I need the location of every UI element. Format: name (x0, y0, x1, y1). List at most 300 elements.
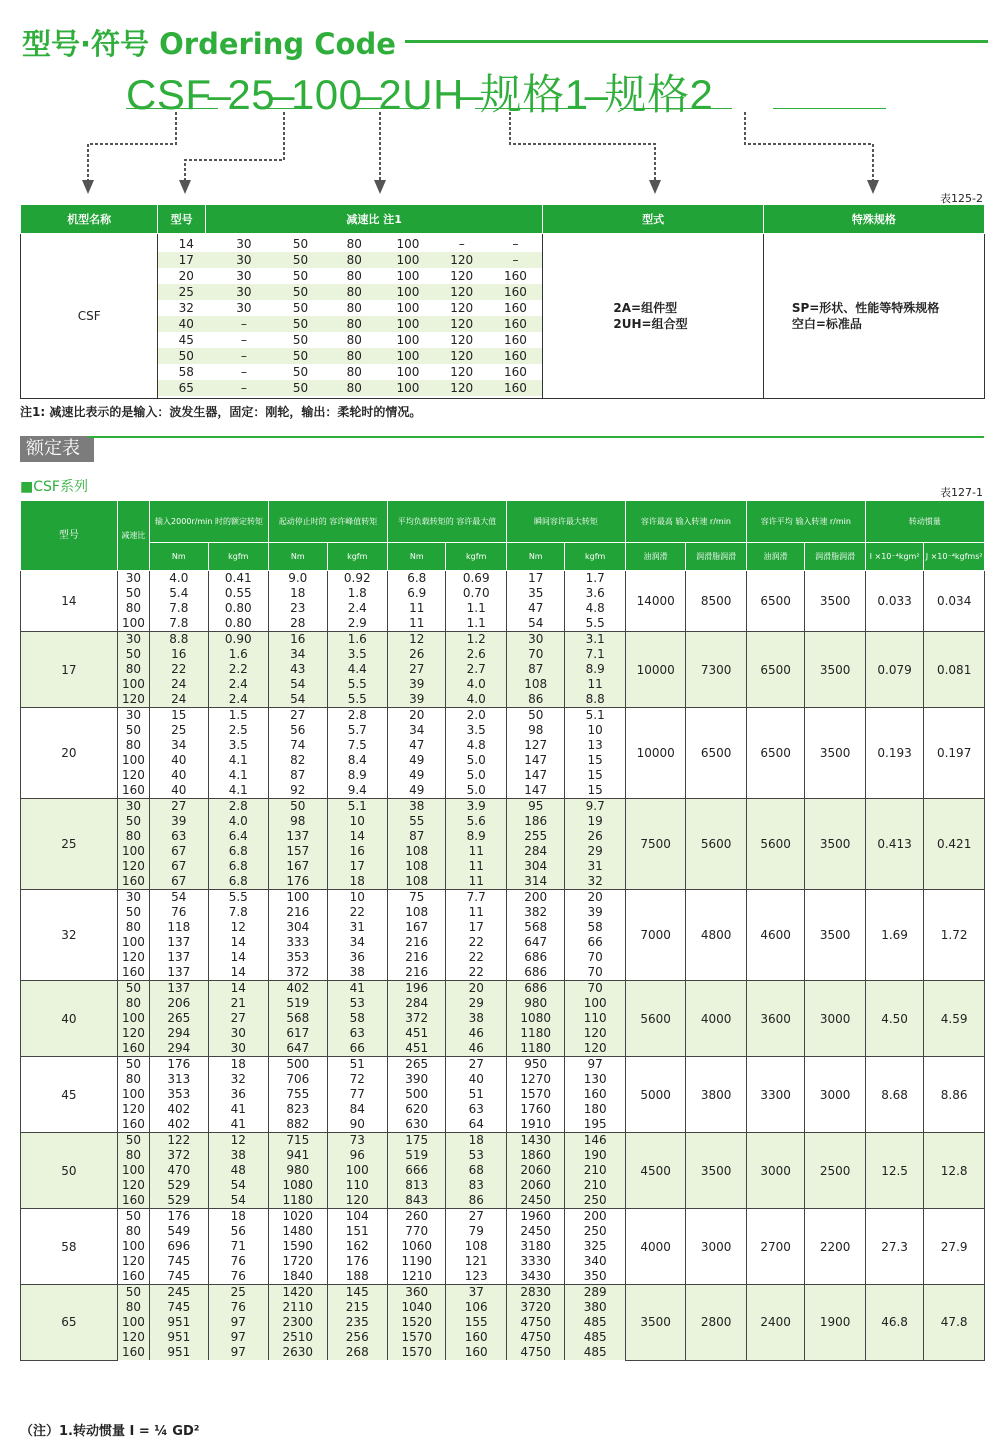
value-cell: 137 (150, 965, 208, 981)
spec-cell: 14000 (625, 571, 685, 632)
value-cell: 95 (506, 799, 564, 815)
value-cell: 18 (327, 874, 388, 890)
section-title: 额定表 (20, 436, 94, 462)
value-cell: 372 (150, 1148, 208, 1163)
value-cell: 100 (117, 1087, 149, 1102)
value-cell: 2630 (269, 1345, 327, 1360)
value-cell: 87 (388, 829, 446, 844)
value-cell: 402 (150, 1117, 208, 1133)
value-cell: 314 (506, 874, 564, 890)
rating-table (20, 500, 985, 1361)
value-cell: 41 (327, 981, 388, 997)
value-cell: 147 (506, 753, 564, 768)
h-avg-speed: 容许平均 输入转速 r/min (746, 501, 865, 543)
value-cell: 2.4 (208, 692, 269, 708)
value-cell: 216 (388, 965, 446, 981)
value-cell: 36 (327, 950, 388, 965)
value-cell: 49 (388, 783, 446, 799)
value-cell: 706 (269, 1072, 327, 1087)
value-cell: 4750 (506, 1330, 564, 1345)
value-cell: 256 (327, 1330, 388, 1345)
table-row (158, 284, 542, 300)
h-momentary-torque: 瞬间容许最大转矩 (506, 501, 625, 543)
value-cell: 265 (388, 1057, 446, 1073)
value-cell: 5.5 (208, 890, 269, 906)
ratio-cell: 100 (381, 284, 435, 300)
value-cell: 4750 (506, 1315, 564, 1330)
ratio-cell: 58 (178, 365, 194, 379)
value-cell: 950 (506, 1057, 564, 1073)
value-cell: 745 (150, 1254, 208, 1269)
value-cell: 2.4 (327, 601, 388, 616)
value-cell: 980 (269, 1163, 327, 1178)
value-cell: 5.4 (150, 586, 208, 601)
code-separator: – (207, 71, 232, 118)
value-cell: 18 (269, 586, 327, 601)
model-name-cell: CSF (21, 234, 158, 399)
value-cell: 1840 (269, 1269, 327, 1285)
spec-cell: 3500 (805, 632, 865, 708)
value-cell: 160 (117, 1345, 149, 1360)
value-cell: 20 (388, 708, 446, 724)
value-cell: 54 (150, 890, 208, 906)
value-cell: 87 (269, 768, 327, 783)
value-cell: 1570 (388, 1345, 446, 1360)
spec-cell: 7000 (625, 890, 685, 981)
ratio-cell: – (458, 237, 465, 251)
value-cell: 210 (565, 1178, 625, 1193)
value-cell: 11 (446, 905, 507, 920)
spec-cell: 7500 (625, 799, 685, 890)
value-cell: 500 (388, 1087, 446, 1102)
model-cell: 58 (21, 1209, 118, 1285)
value-cell: 50 (117, 586, 149, 601)
value-cell: 4.4 (327, 662, 388, 677)
value-cell: 160 (117, 783, 149, 799)
value-cell: 2.8 (208, 799, 269, 815)
value-cell: 353 (269, 950, 327, 965)
value-cell: 9.4 (327, 783, 388, 799)
value-cell: 1080 (269, 1178, 327, 1193)
value-cell: 167 (388, 920, 446, 935)
value-cell: 130 (565, 1072, 625, 1087)
value-cell: 160 (117, 1269, 149, 1285)
value-cell: 5.5 (327, 692, 388, 708)
ratio-cell: 50 (274, 316, 328, 332)
ratio-cell: 100 (396, 269, 420, 283)
value-cell: 390 (388, 1072, 446, 1087)
value-cell: 38 (446, 1011, 507, 1026)
h-unit: kgfm (208, 543, 269, 571)
value-cell: 519 (269, 996, 327, 1011)
value-cell: 1420 (269, 1285, 327, 1301)
value-cell: 529 (150, 1193, 208, 1209)
spec-cell: 4600 (746, 890, 804, 981)
special-cell: SP=形状、性能等特殊规格 空白=标准品 (763, 234, 984, 399)
spec-cell: 6500 (746, 708, 804, 799)
value-cell: 120 (117, 1178, 149, 1193)
value-cell: 54 (208, 1193, 269, 1209)
value-cell: 770 (388, 1224, 446, 1239)
value-cell: 76 (150, 905, 208, 920)
value-cell: 137 (150, 981, 208, 997)
value-cell: 195 (565, 1117, 625, 1133)
spec-cell: 3300 (746, 1057, 804, 1133)
spec-cell: 1900 (805, 1285, 865, 1361)
value-cell: 1.6 (327, 632, 388, 648)
value-cell: 186 (506, 814, 564, 829)
value-cell: 0.41 (208, 571, 269, 587)
value-cell: 11 (388, 601, 446, 616)
value-cell: 5.0 (446, 753, 507, 768)
spec-cell: 6500 (686, 708, 746, 799)
spec-cell: 3000 (805, 1057, 865, 1133)
value-cell: 7.7 (446, 890, 507, 906)
model-cell: 65 (21, 1285, 118, 1361)
value-cell: 38 (327, 965, 388, 981)
value-cell: 823 (269, 1102, 327, 1117)
value-cell: 97 (208, 1345, 269, 1360)
value-cell: 70 (506, 647, 564, 662)
value-cell: 137 (150, 935, 208, 950)
value-cell: 58 (565, 920, 625, 935)
value-cell: 97 (208, 1315, 269, 1330)
h-max-speed: 容许最高 输入转速 r/min (625, 501, 746, 543)
spec-cell: 4000 (625, 1209, 685, 1285)
value-cell: 30 (117, 571, 149, 587)
value-cell: 18 (446, 1133, 507, 1149)
value-cell: 17 (327, 859, 388, 874)
value-cell: 951 (150, 1315, 208, 1330)
spec-cell: 27.3 (865, 1209, 923, 1285)
value-cell: 46 (446, 1041, 507, 1057)
value-cell: 1020 (269, 1209, 327, 1225)
value-cell: 80 (117, 601, 149, 616)
value-cell: 8.8 (565, 692, 625, 708)
value-cell: 55 (388, 814, 446, 829)
ratio-cell: – (214, 316, 274, 332)
value-cell: 26 (565, 829, 625, 844)
value-cell: 120 (327, 1193, 388, 1209)
value-cell: 32 (565, 874, 625, 890)
value-cell: 6.9 (388, 586, 446, 601)
value-cell: 120 (565, 1041, 625, 1057)
value-cell: 12 (388, 632, 446, 648)
ratio-cell: 120 (450, 365, 474, 379)
value-cell: 4.0 (446, 677, 507, 692)
h-unit: Nm (150, 543, 208, 571)
value-cell: 22 (327, 905, 388, 920)
code-part: 规格1 (479, 71, 589, 118)
h-unit: I ×10⁻⁴kgm² (865, 543, 923, 571)
value-cell: 1.7 (565, 571, 625, 587)
value-cell: 37 (446, 1285, 507, 1301)
value-cell: 1760 (506, 1102, 564, 1117)
value-cell: 84 (327, 1102, 388, 1117)
value-cell: 160 (565, 1087, 625, 1102)
value-cell: 80 (117, 920, 149, 935)
code-part: CSF (126, 71, 212, 118)
value-cell: 137 (150, 950, 208, 965)
value-cell: 745 (150, 1300, 208, 1315)
value-cell: 100 (269, 890, 327, 906)
table-number-2: 表127-1 (940, 486, 983, 499)
value-cell: 260 (388, 1209, 446, 1225)
value-cell: 72 (327, 1072, 388, 1087)
value-cell: 25 (208, 1285, 269, 1301)
value-cell: 350 (565, 1269, 625, 1285)
value-cell: 0.80 (208, 616, 269, 632)
h-unit: Nm (506, 543, 564, 571)
value-cell: 15 (565, 753, 625, 768)
spec-cell: 12.8 (924, 1133, 985, 1209)
table-row (21, 708, 985, 724)
table-row (158, 380, 542, 396)
value-cell: 70 (565, 965, 625, 981)
code-underline (773, 108, 886, 109)
value-cell: 22 (150, 662, 208, 677)
table-row (158, 348, 542, 364)
value-cell: 372 (388, 1011, 446, 1026)
ratio-cell: 100 (396, 301, 420, 315)
value-cell: 34 (269, 647, 327, 662)
value-cell: 40 (150, 753, 208, 768)
spec-cell: 6500 (746, 632, 804, 708)
spec-cell: 3500 (625, 1285, 685, 1361)
value-cell: 63 (327, 1026, 388, 1041)
value-cell: 15 (565, 768, 625, 783)
value-cell: 2300 (269, 1315, 327, 1330)
value-cell: 1910 (506, 1117, 564, 1133)
ratio-cell: 50 (274, 380, 328, 396)
value-cell: 340 (565, 1254, 625, 1269)
value-cell: 451 (388, 1041, 446, 1057)
ratio-cell: 120 (435, 348, 489, 364)
col-ratio: 减速比 注1 (205, 205, 543, 234)
value-cell: 4.1 (208, 783, 269, 799)
value-cell: 120 (117, 692, 149, 708)
code-separator: – (358, 71, 383, 118)
ratio-cell: 80 (346, 301, 362, 315)
model-cell: 50 (21, 1133, 118, 1209)
ratio-cell: 120 (450, 333, 474, 347)
value-cell: 294 (150, 1026, 208, 1041)
value-cell: 1.2 (446, 632, 507, 648)
value-cell: 715 (269, 1133, 327, 1149)
value-cell: 80 (117, 1224, 149, 1239)
value-cell: 0.70 (446, 586, 507, 601)
value-cell: 265 (150, 1011, 208, 1026)
value-cell: 53 (327, 996, 388, 1011)
value-cell: 284 (506, 844, 564, 859)
value-cell: 1.1 (446, 601, 507, 616)
value-cell: 49 (388, 768, 446, 783)
value-cell: 250 (565, 1193, 625, 1209)
value-cell: 80 (117, 1300, 149, 1315)
value-cell: 68 (446, 1163, 507, 1178)
value-cell: 175 (388, 1133, 446, 1149)
spec-cell: 2200 (805, 1209, 865, 1285)
footer-note: （注）1.转动惯量 I = ¼ GD² (20, 1424, 200, 1439)
value-cell: 70 (565, 981, 625, 997)
spec-cell: 3600 (746, 981, 804, 1057)
value-cell: 100 (117, 677, 149, 692)
value-cell: 80 (117, 996, 149, 1011)
spec-cell: 2800 (686, 1285, 746, 1361)
value-cell: 5.7 (327, 723, 388, 738)
value-cell: 27 (388, 662, 446, 677)
page-title: 型号·符号 Ordering Code (22, 27, 396, 61)
value-cell: 200 (506, 890, 564, 906)
value-cell: 63 (150, 829, 208, 844)
value-cell: 67 (150, 844, 208, 859)
ratio-cell: 30 (214, 252, 274, 268)
value-cell: 284 (388, 996, 446, 1011)
ratio-grid (158, 236, 542, 396)
value-cell: 745 (150, 1269, 208, 1285)
ratio-cell: 100 (381, 348, 435, 364)
value-cell: 1180 (269, 1193, 327, 1209)
value-cell: 8.4 (327, 753, 388, 768)
value-cell: 86 (446, 1193, 507, 1209)
value-cell: 620 (388, 1102, 446, 1117)
ratio-cell: – (489, 252, 543, 268)
value-cell: 27 (446, 1209, 507, 1225)
value-cell: 5.6 (446, 814, 507, 829)
value-cell: 235 (327, 1315, 388, 1330)
value-cell: 0.92 (327, 571, 388, 587)
value-cell: 3.5 (208, 738, 269, 753)
value-cell: 147 (506, 783, 564, 799)
value-cell: 100 (117, 1011, 149, 1026)
ratio-cell: 80 (346, 269, 362, 283)
value-cell: 755 (269, 1087, 327, 1102)
spec-cell: 4000 (686, 981, 746, 1057)
ratio-cell: 120 (435, 380, 489, 396)
ratio-cell: 50 (292, 333, 309, 347)
value-cell: 30 (208, 1041, 269, 1057)
value-cell: 50 (117, 905, 149, 920)
value-cell: 4.8 (565, 601, 625, 616)
value-cell: 12 (208, 920, 269, 935)
value-cell: 5.0 (446, 768, 507, 783)
value-cell: 951 (150, 1330, 208, 1345)
value-cell: 529 (150, 1178, 208, 1193)
value-cell: 1480 (269, 1224, 327, 1239)
value-cell: 206 (150, 996, 208, 1011)
value-cell: 50 (269, 799, 327, 815)
value-cell: 15 (565, 783, 625, 799)
ratio-cell: 40 (158, 316, 214, 332)
col-model: 型号 (158, 205, 205, 234)
value-cell: 28 (269, 616, 327, 632)
value-cell: 2.6 (446, 647, 507, 662)
value-cell: 87 (506, 662, 564, 677)
value-cell: 2.4 (208, 677, 269, 692)
h-unit: Nm (388, 543, 446, 571)
ratio-cell: 32 (178, 301, 194, 315)
ratio-cell: 30 (236, 301, 252, 315)
value-cell: 56 (208, 1224, 269, 1239)
value-cell: 5.0 (446, 783, 507, 799)
value-cell: 22 (446, 950, 507, 965)
value-cell: 7.8 (208, 905, 269, 920)
value-cell: 120 (117, 768, 149, 783)
value-cell: 268 (327, 1345, 388, 1360)
spec-cell: 2700 (746, 1209, 804, 1285)
value-cell: 630 (388, 1117, 446, 1133)
value-cell: 54 (269, 692, 327, 708)
value-cell: 110 (327, 1178, 388, 1193)
ratio-cell: – (214, 348, 274, 364)
value-cell: 7.8 (150, 601, 208, 616)
spec-cell: 7300 (686, 632, 746, 708)
ratio-cell: 160 (504, 269, 527, 283)
ratio-cell: – (214, 380, 274, 396)
value-cell: 155 (446, 1315, 507, 1330)
table-row (158, 236, 542, 252)
spec-cell: 3000 (805, 981, 865, 1057)
value-cell: 980 (506, 996, 564, 1011)
value-cell: 39 (565, 905, 625, 920)
model-cell: 25 (21, 799, 118, 890)
col-type: 型式 (543, 205, 763, 234)
value-cell: 41 (208, 1117, 269, 1133)
table-row (21, 571, 985, 587)
table-row (21, 1285, 985, 1301)
value-cell: 36 (208, 1087, 269, 1102)
value-cell: 160 (446, 1330, 507, 1345)
table-row (158, 316, 542, 332)
value-cell: 666 (388, 1163, 446, 1178)
spec-cell: 0.193 (865, 708, 923, 799)
value-cell: 6.8 (208, 859, 269, 874)
ordering-table (20, 204, 985, 399)
value-cell: 120 (117, 859, 149, 874)
code-underline (475, 108, 571, 109)
value-cell: 22 (446, 965, 507, 981)
value-cell: 2.5 (208, 723, 269, 738)
value-cell: 5.1 (565, 708, 625, 724)
ratio-cell: 25 (158, 284, 214, 300)
ratio-cell: 100 (396, 237, 420, 251)
value-cell: 157 (269, 844, 327, 859)
value-cell: 39 (388, 677, 446, 692)
value-cell: 216 (269, 905, 327, 920)
h-inertia: 转动惯量 (865, 501, 984, 543)
value-cell: 1.5 (208, 708, 269, 724)
value-cell: 83 (446, 1178, 507, 1193)
value-cell: 3180 (506, 1239, 564, 1254)
value-cell: 100 (117, 1315, 149, 1330)
value-cell: 294 (150, 1041, 208, 1057)
ratio-cell: 160 (489, 316, 543, 332)
value-cell: 80 (117, 662, 149, 677)
model-cell: 32 (21, 890, 118, 981)
h-rated-torque: 输入2000r/min 时的额定转矩 (150, 501, 269, 543)
value-cell: 20 (565, 890, 625, 906)
spec-cell: 4.59 (924, 981, 985, 1057)
value-cell: 96 (327, 1148, 388, 1163)
value-cell: 100 (117, 935, 149, 950)
value-cell: 4.0 (208, 814, 269, 829)
value-cell: 8.8 (150, 632, 208, 648)
value-cell: 2060 (506, 1178, 564, 1193)
value-cell: 50 (117, 1285, 149, 1301)
value-cell: 2.8 (327, 708, 388, 724)
value-cell: 2510 (269, 1330, 327, 1345)
value-cell: 46 (446, 1026, 507, 1041)
